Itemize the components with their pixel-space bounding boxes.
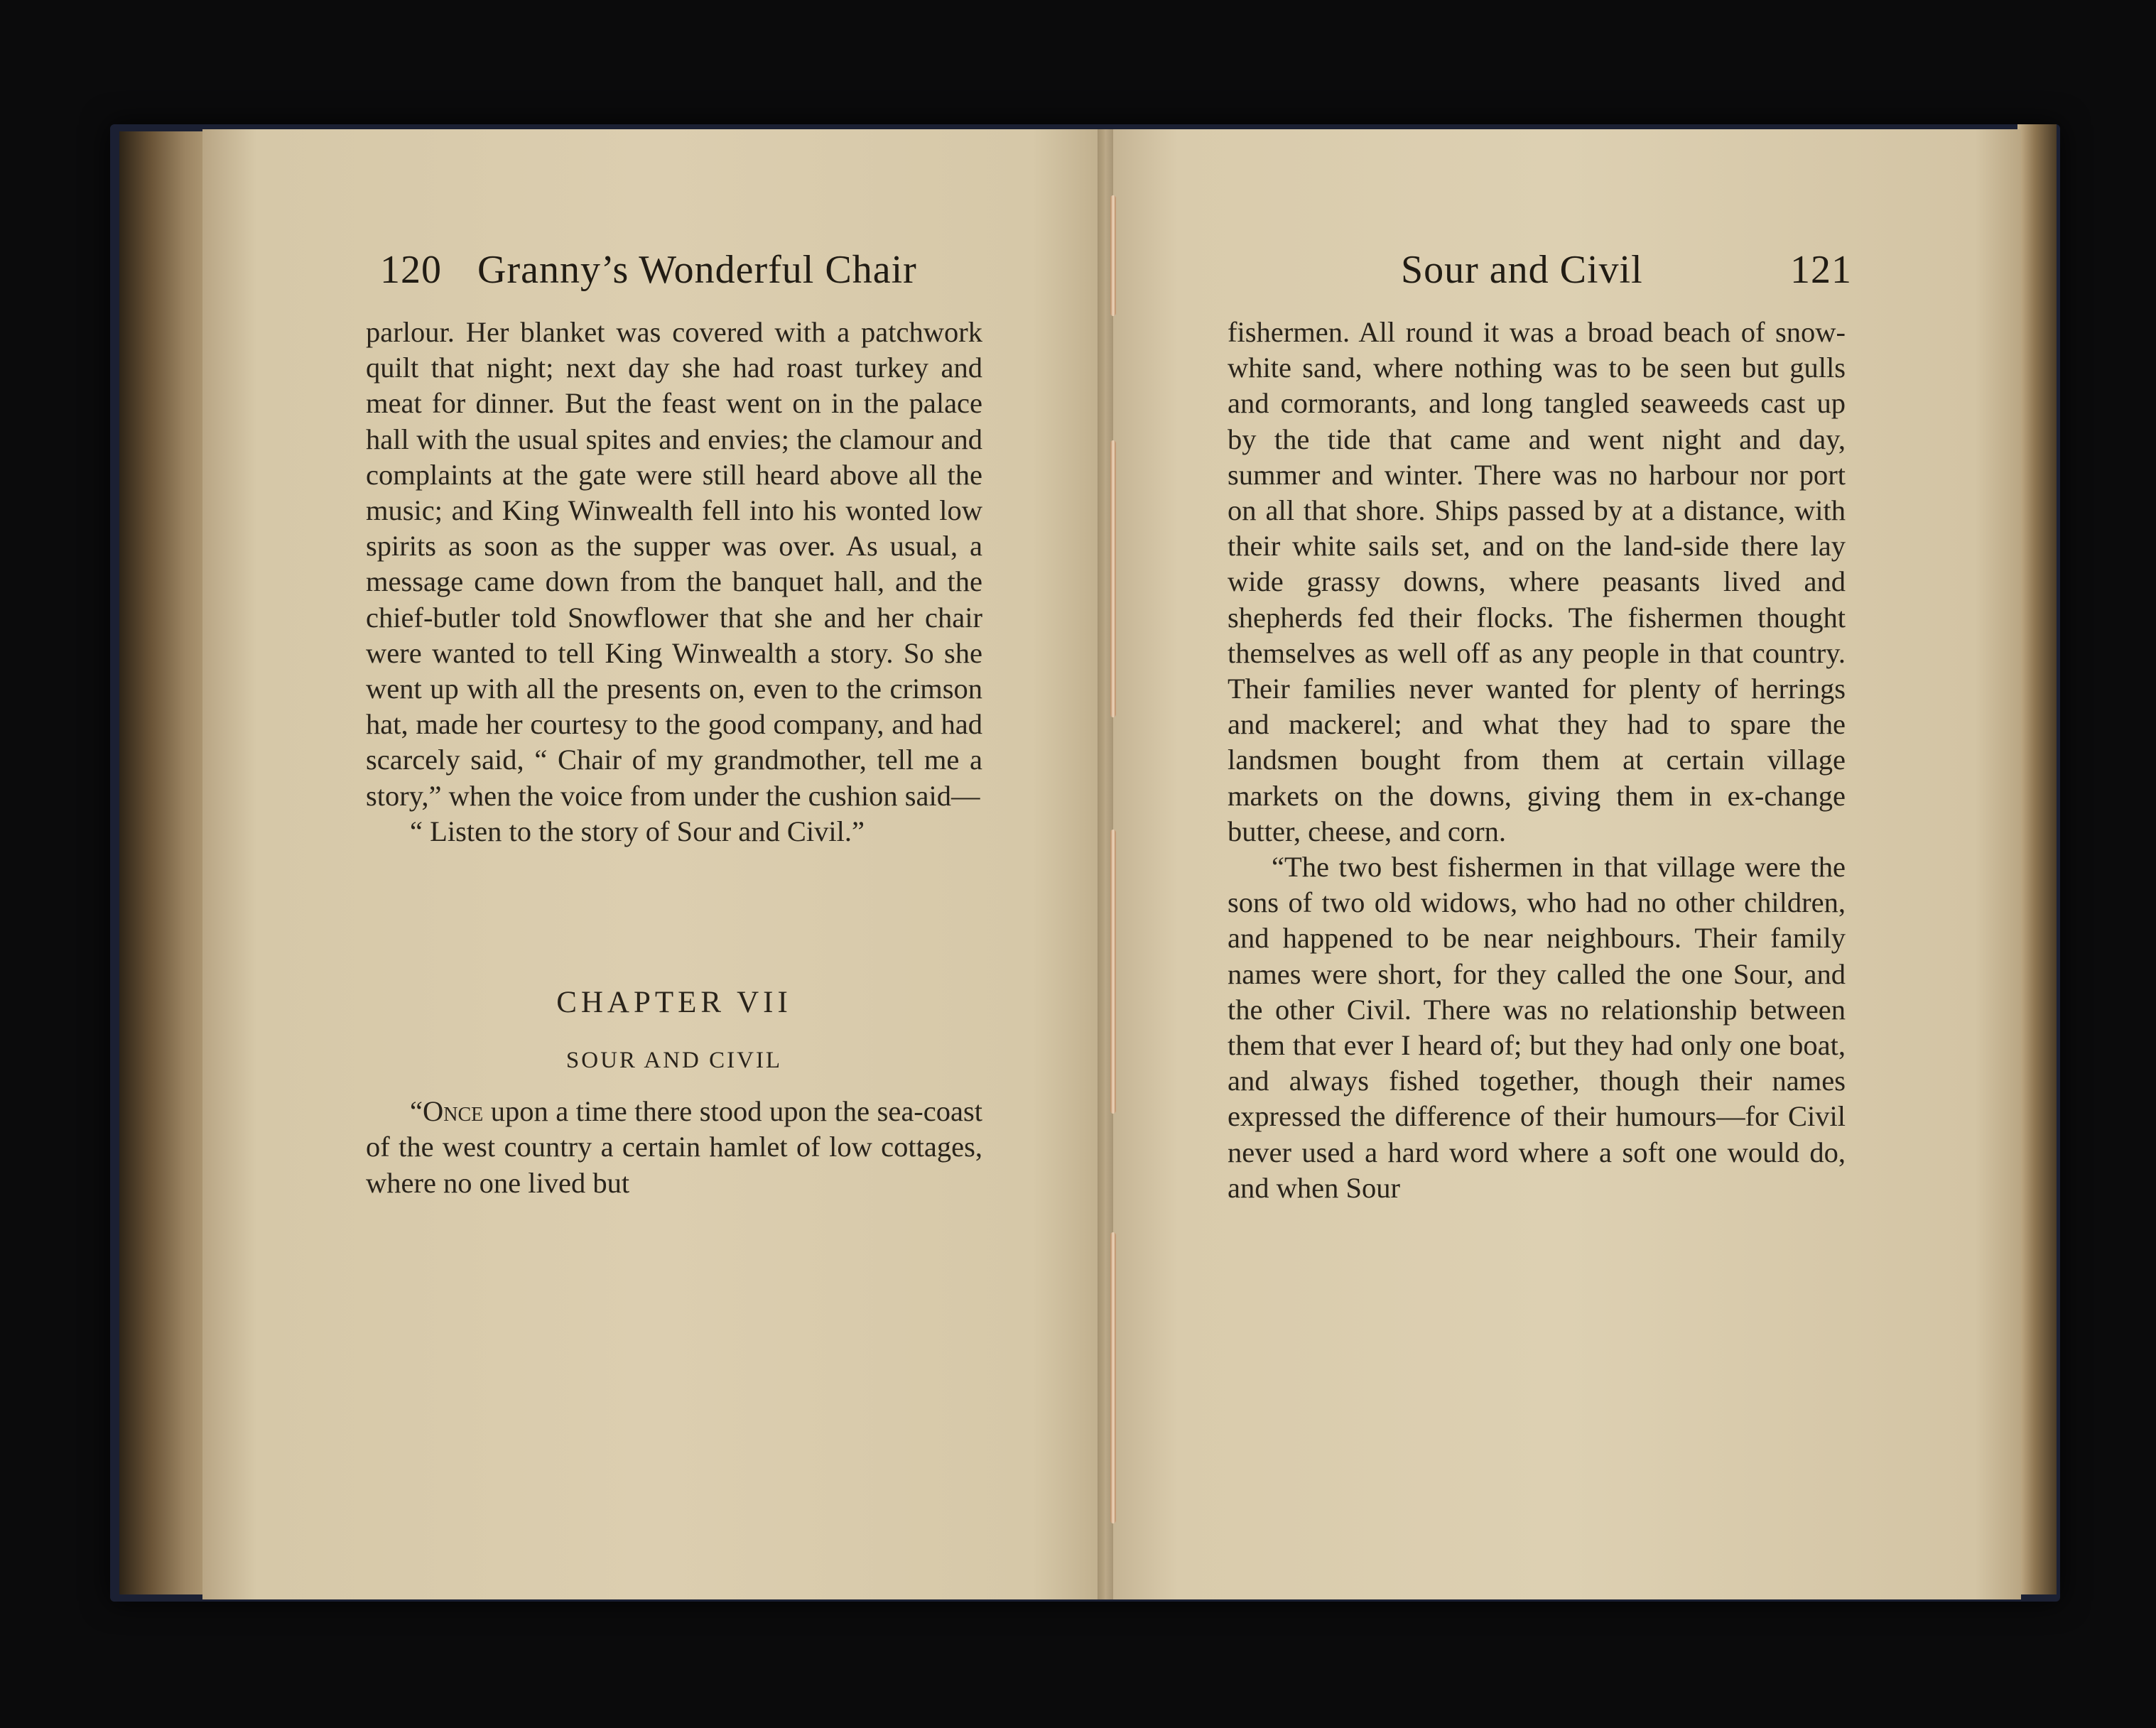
chapter-subtitle: SOUR AND CIVIL: [565, 1048, 783, 1074]
left-page-text: [366, 315, 982, 1201]
left-running-head: Granny’s Wonderful Chair: [477, 248, 917, 292]
paragraph: “ Listen to the story of Sour and Civil.”: [410, 815, 865, 847]
right-running-head: Sour and Civil: [1401, 248, 1643, 292]
binding-thread: [1110, 440, 1116, 717]
paragraph: fishermen. All round it was a broad beach of snow-white sand, where nothing was to be seen but gulls and cormorants, and long tangled seaweeds cast up by the tide that came and went night and day, summer and winter. There was no harbour nor port on all that shore. Ships passed by at a distance, with their white sails set, and on the land-side there lay wide grassy downs, where peasants lived and shepherds fed their flocks. The fishermen thought themselves as well off as any people in that country. Their families never wanted for plenty of herrings and mackerel; and what they had to spare the landsmen bought from them at certain village markets on the downs, giving them in ex-change butter, cheese, and corn.: [1228, 316, 1846, 847]
chapter-title: CHAPTER VII: [556, 986, 792, 1020]
left-page-number: 120: [380, 248, 442, 292]
right-page-number: 121: [1790, 248, 1852, 292]
page-block-edge-left: [119, 131, 213, 1594]
paragraph: “The two best fishermen in that village were the sons of two old widows, who had no other children, and happened to be near neighbours. Their family names were short, for they called the one Sour, and the other Civil. There was no relationship between them that ever I heard of; but they had only one boat, and always fished together, though their names expressed the difference of their humours—for Civil never used a hard word where a soft one would do, and when Sour: [1228, 851, 1846, 1204]
right-page-text: [1228, 315, 1846, 1206]
binding-thread: [1110, 195, 1116, 316]
chapter-opening-paragraph: [366, 1094, 982, 1201]
page-block-edge-right: [2017, 124, 2057, 1594]
binding-thread: [1110, 1232, 1116, 1523]
paragraph: parlour. Her blanket was covered with a patchwork quilt that night; next day she had roast turkey and meat for dinner. But the feast went on in the palace hall with the usual spites and envies; the clamour and complaints at the gate were still heard above all the music; and King Winwealth fell into his wonted low spirits as soon as the supper was over. As usual, a message came down from the banquet hall, and the chief-butler told Snowflower that she and her chair were wanted to tell King Winwealth a story. So she went up with all the presents on, even to the crimson hat, made her courtesy to the good company, and had scarcely said, “ Chair of my grandmother, tell me a story,” when the voice from under the cushion said—: [366, 316, 982, 812]
opening-quote: “: [410, 1095, 423, 1128]
chapter-opening-text: upon a time there stood upon the sea-coast of the west country a certain hamlet of low cottages, where no one lived but: [366, 1095, 982, 1199]
chapter-first-word: Once: [422, 1095, 484, 1128]
binding-thread: [1110, 830, 1116, 1114]
